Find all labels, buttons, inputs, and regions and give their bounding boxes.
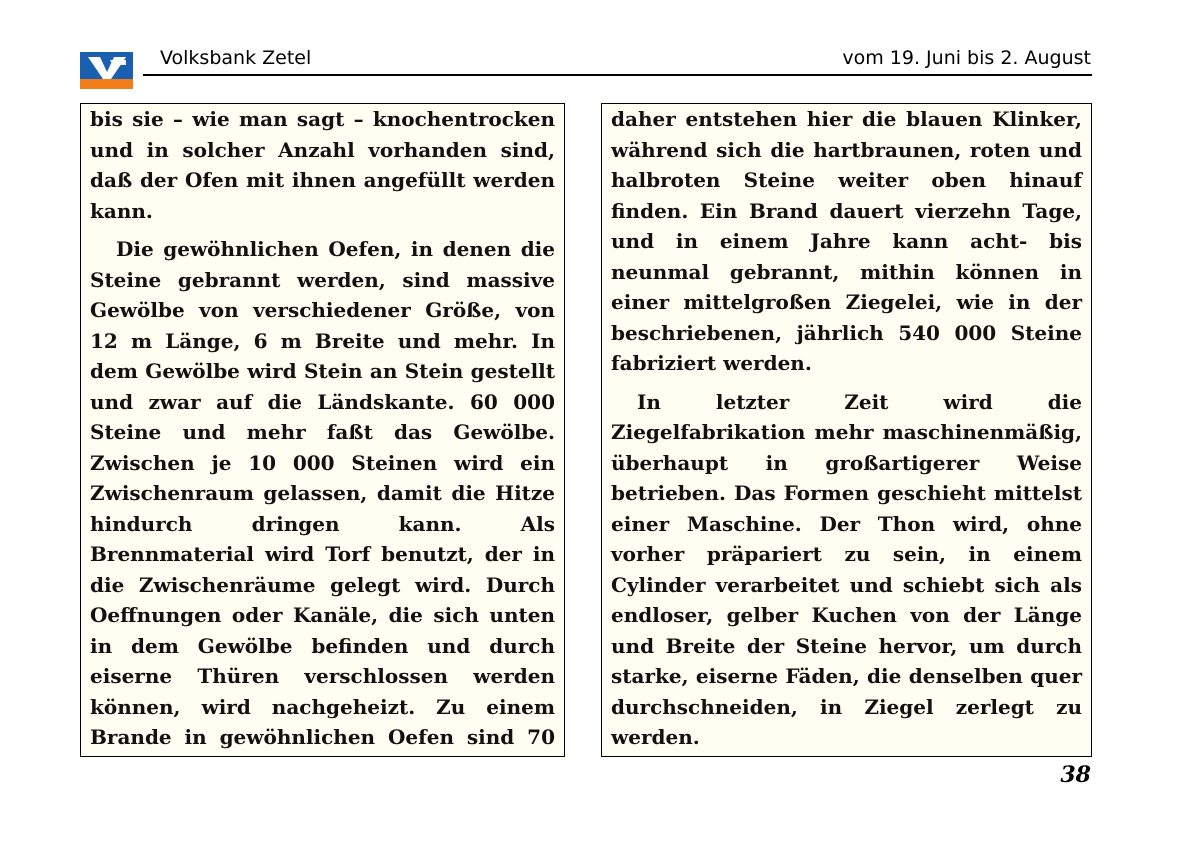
paragraph: bis sie – wie man sagt – knochentrocken und in solcher Anzahl vorhanden sind, daß der Ofen mit ihnen angefüllt werden kann. (90, 107, 555, 223)
header-divider (143, 74, 1092, 76)
paragraph: In letzter Zeit wird die Ziegelfabrikation mehr maschinenmäßig, überhaupt in großartigerer Weise betrieben. Das Formen geschieht mittelst einer Maschine. Der Thon wird, ohne vorher präpariert zu sein, in einem Cylinder verarbeitet und schiebt sich als endloser, gelber Kuchen von der Länge und Breite der Steine hervor, um durch starke, eiserne Fäden, die denselben quer durchschneiden, in Ziegel zerlegt zu werden. (611, 389, 1082, 749)
date-range: vom 19. Juni bis 2. August (842, 47, 1091, 69)
bank-name: Volksbank Zetel (160, 47, 312, 69)
paragraph: daher entstehen hier die blauen Klinker, während sich die hartbraunen, roten und halbroten Steine weiter oben hinauf finden. Ein Brand dauert vierzehn Tage, und in einem Jahre kann acht- bis neunmal gebrannt, mithin können in einer mittelgroßen Ziegelei, wie in der beschriebenen, jährlich 540 000 Steine fabriziert werden. (611, 107, 1082, 375)
paragraph: Die gewöhnlichen Oefen, in denen die Steine gebrannt werden, sind massive Gewölbe von verschiedener Größe, von 12 m Länge, 6 m Breite und mehr. In dem Gewölbe wird Stein an Stein gestellt und zwar auf die Ländskante. 60 000 Steine und mehr faßt das Gewölbe. Zwischen je 10 000 Steinen wird ein Zwischenraum gelassen, damit die Hitze hindurch dringen kann. Als Brennmaterial wird Torf benutzt, der in die Zwischenräume gelegt wird. Durch Oeffnungen oder Kanäle, die sich unten in dem Gewölbe befinden und durch eiserne Thüren verschlossen werden können, wird nachgeheizt. Zu einem Brande in gewöhnlichen Oefen sind 70 (90, 237, 555, 749)
text-column-right (601, 103, 1092, 757)
text-column-left (80, 103, 565, 757)
volksbank-logo-icon (80, 52, 133, 89)
page-number: 38 (1060, 762, 1091, 788)
